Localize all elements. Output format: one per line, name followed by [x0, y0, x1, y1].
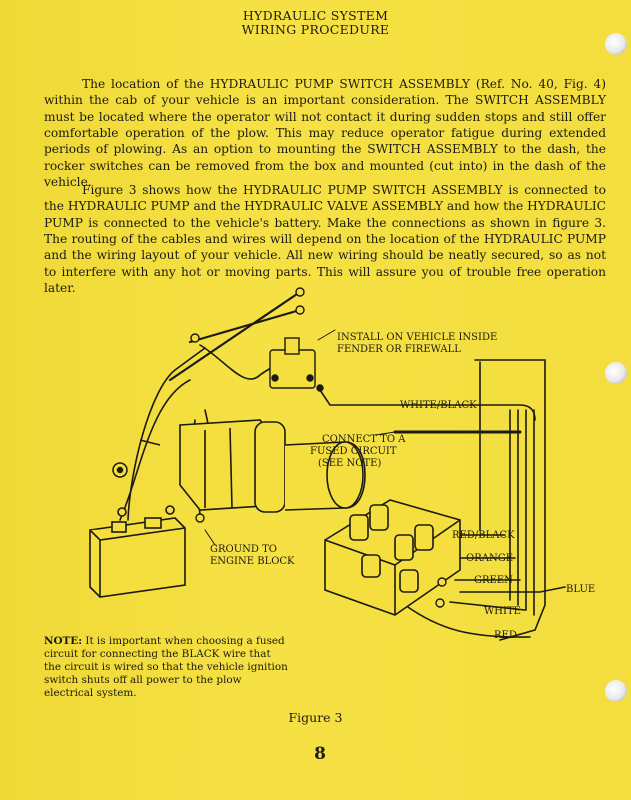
- connect-label-line3: (SEE NOTE): [318, 458, 382, 469]
- paragraph-switch-location: The location of the HYDRAULIC PUMP SWITCH ASSEMBLY (Ref. No. 40, Fig. 4) within the cab of your vehicle is an important consideration. The SWITCH ASSEMBLY must be located where the operator will not contact it during sudden stops and still offer comfortable operation of the plow. This may reduce operator fatigue during extended periods of plowing. As an option to mounting the SWITCH ASSEMBLY to the dash, the rocker switches can be removed from the box and mounted (cut into) in the dash of the vehicle.: [44, 77, 606, 189]
- valve-assembly: [325, 500, 460, 615]
- binder-hole-bottom: [605, 680, 627, 702]
- red-black-label: RED/BLACK: [452, 530, 515, 541]
- install-leader: [318, 330, 335, 340]
- ground-leader: [205, 530, 215, 545]
- binder-hole-top: [605, 33, 627, 55]
- blue-label: BLUE: [566, 584, 596, 595]
- install-label-line2: FENDER OR FIREWALL: [337, 344, 461, 355]
- wiring-note: [44, 635, 289, 700]
- figure-caption: Figure 3: [288, 710, 343, 725]
- green-label: GREEN: [474, 575, 513, 586]
- battery: [90, 506, 185, 597]
- white-black-label: WHITE/BLACK: [400, 400, 477, 411]
- white-label: WHITE: [484, 606, 521, 617]
- connect-label-line1: CONNECT TO A: [322, 434, 406, 445]
- binder-hole-middle: [605, 362, 627, 384]
- page-number: 8: [314, 744, 326, 764]
- note-text: It is important when choosing a fused circuit for connecting the BLACK wire that the circuit is wired so that the vehicle ignition switch shuts off all power to the plow electrical system.: [44, 635, 288, 699]
- paragraph-figure-description: Figure 3 shows how the HYDRAULIC PUMP SWITCH ASSEMBLY is connected to the HYDRAULIC PUMP and the HYDRAULIC VALVE ASSEMBLY and how the HYDRAULIC PUMP is connected to the vehicle's battery. Make the connections as shown in figure 3. The routing of the cables and wires will depend on the location of the HYDRAULIC PUMP and the wiring layout of your vehicle. All new wiring should be neatly secured, so as not to interfere with any hot or moving parts. This will assure you of trouble free operation later.: [44, 183, 606, 295]
- orange-label: ORANGE: [466, 553, 513, 564]
- ground-label-line2: ENGINE BLOCK: [210, 556, 295, 567]
- red-label: RED: [494, 630, 517, 641]
- install-label-line1: INSTALL ON VEHICLE INSIDE: [337, 332, 498, 343]
- connect-label-line2: FUSED CIRCUIT: [310, 446, 397, 457]
- section-title-line2: WIRING PROCEDURE: [241, 22, 390, 37]
- blue-wire: [460, 587, 565, 592]
- solenoid-block: [270, 338, 323, 391]
- section-title-line1: HYDRAULIC SYSTEM: [242, 8, 389, 23]
- note-label: NOTE:: [44, 635, 83, 647]
- ground-label-line1: GROUND TO: [210, 544, 277, 555]
- top-cable-2: [190, 310, 300, 342]
